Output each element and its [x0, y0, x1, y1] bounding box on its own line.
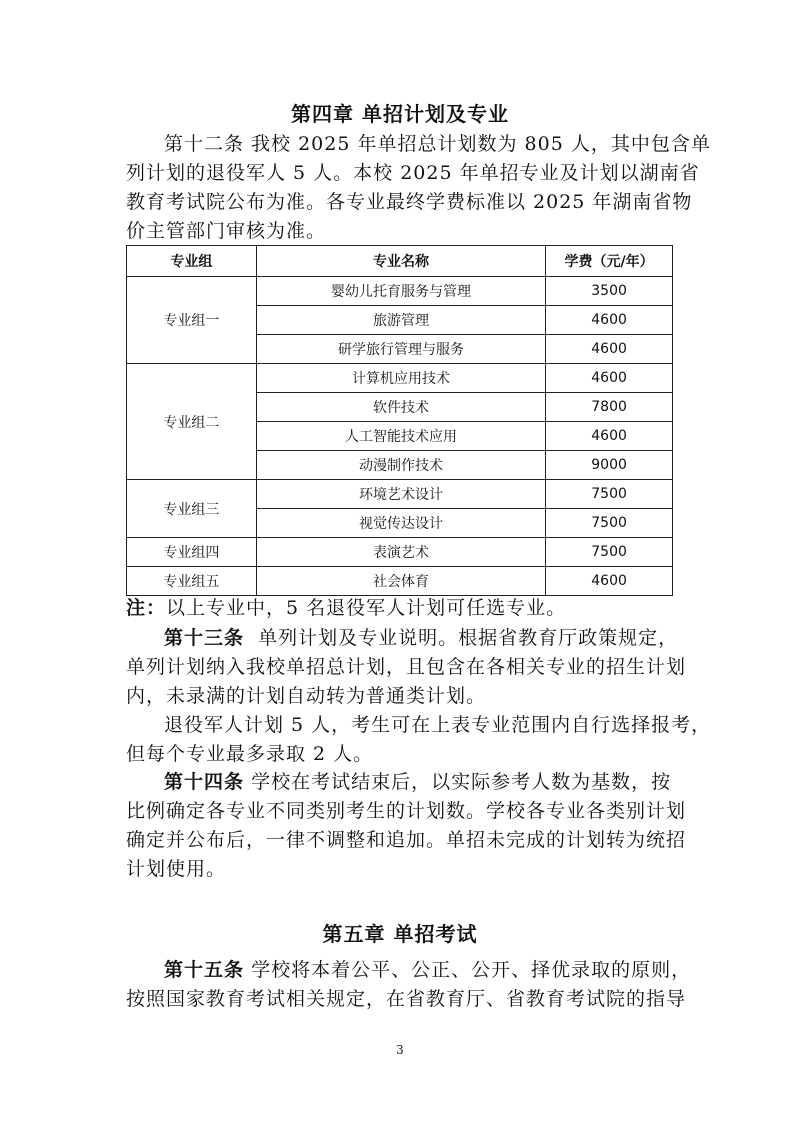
table-row — [127, 364, 673, 393]
major-cell: 社会体育 — [256, 567, 545, 596]
header-group: 专业组 — [127, 246, 257, 277]
article-14-line: 计划使用。 — [126, 858, 227, 880]
article-12 — [126, 130, 711, 246]
enrollment-plan-table — [126, 245, 673, 596]
article-13-label: 第十三条 — [164, 627, 245, 649]
note-label: 注： — [126, 597, 167, 619]
table-row — [127, 277, 673, 306]
article-15-label: 第十五条 — [164, 959, 245, 981]
group-cell: 专业组四 — [127, 538, 257, 567]
fee-cell: 7500 — [546, 538, 673, 567]
group-cell: 专业组五 — [127, 567, 257, 596]
major-cell: 计算机应用技术 — [256, 364, 545, 393]
page-number: 3 — [396, 1043, 404, 1057]
major-cell: 研学旅行管理与服务 — [256, 335, 545, 364]
table-row — [127, 567, 673, 596]
table-header-row — [127, 246, 673, 277]
chapter-5-title: 第五章 单招考试 — [322, 922, 478, 946]
fee-cell: 7500 — [546, 509, 673, 538]
group-cell: 专业组一 — [127, 277, 257, 364]
article-14 — [126, 768, 687, 884]
fee-cell: 9000 — [546, 451, 673, 480]
article-12-line: 教育考试院公布为准。各专业最终学费标准以 2025 年湖南省物 — [126, 191, 693, 213]
major-cell: 人工智能技术应用 — [256, 422, 545, 451]
fee-cell: 3500 — [546, 277, 673, 306]
major-cell: 旅游管理 — [256, 306, 545, 335]
article-12-line: 列计划的退役军人 5 人。本校 2025 年单招专业及计划以湖南省 — [126, 162, 700, 184]
major-cell: 表演艺术 — [256, 538, 545, 567]
article-14-line: 确定并公布后，一律不调整和追加。单招未完成的计划转为统招 — [126, 829, 687, 851]
table-note — [126, 594, 674, 623]
header-fee: 学费（元/年） — [546, 246, 673, 277]
table-row — [127, 538, 673, 567]
article-14-label: 第十四条 — [164, 771, 245, 793]
article-13-line: 单列计划及专业说明。根据省教育厅政策规定， — [258, 627, 679, 649]
chapter-4-title: 第四章 单招计划及专业 — [291, 102, 509, 126]
article-13-line: 单列计划纳入我校单招总计划，且包含在各相关专业的招生计划 — [126, 656, 687, 678]
major-cell: 环境艺术设计 — [256, 480, 545, 509]
article-13-para2-line: 但每个专业最多录取 2 人。 — [126, 743, 374, 765]
table-row — [127, 480, 673, 509]
group-cell: 专业组三 — [127, 480, 257, 538]
note-text: 以上专业中，5 名退役军人计划可任选专业。 — [166, 597, 567, 619]
article-13-line: 内，未录满的计划自动转为普通类计划。 — [126, 685, 487, 707]
major-cell: 动漫制作技术 — [256, 451, 545, 480]
article-13-para2-line: 退役军人计划 5 人，考生可在上表专业范围内自行选择报考， — [164, 714, 712, 736]
article-14-line: 比例确定各专业不同类别考生的计划数。学校各专业各类别计划 — [126, 800, 687, 822]
major-cell: 婴幼儿托育服务与管理 — [256, 277, 545, 306]
fee-cell: 4600 — [546, 364, 673, 393]
article-15-line: 按照国家教育考试相关规定，在省教育厅、省教育考试院的指导 — [126, 988, 687, 1010]
article-15 — [126, 956, 692, 1014]
article-14-line: 学校在考试结束后，以实际参考人数为基数，按 — [251, 771, 672, 793]
header-major: 专业名称 — [256, 246, 545, 277]
fee-cell: 4600 — [546, 306, 673, 335]
fee-cell: 4600 — [546, 422, 673, 451]
fee-cell: 4600 — [546, 567, 673, 596]
group-cell: 专业组二 — [127, 364, 257, 480]
fee-cell: 7800 — [546, 393, 673, 422]
major-cell: 视觉传达设计 — [256, 509, 545, 538]
fee-cell: 4600 — [546, 335, 673, 364]
major-cell: 软件技术 — [256, 393, 545, 422]
fee-cell: 7500 — [546, 480, 673, 509]
article-12-line: 价主管部门审核为准。 — [126, 220, 327, 242]
article-13 — [126, 624, 712, 769]
article-12-line: 第十二条 我校 2025 年单招总计划数为 805 人，其中包含单 — [164, 133, 711, 155]
article-15-line: 学校将本着公平、公正、公开、择优录取的原则， — [251, 959, 692, 981]
